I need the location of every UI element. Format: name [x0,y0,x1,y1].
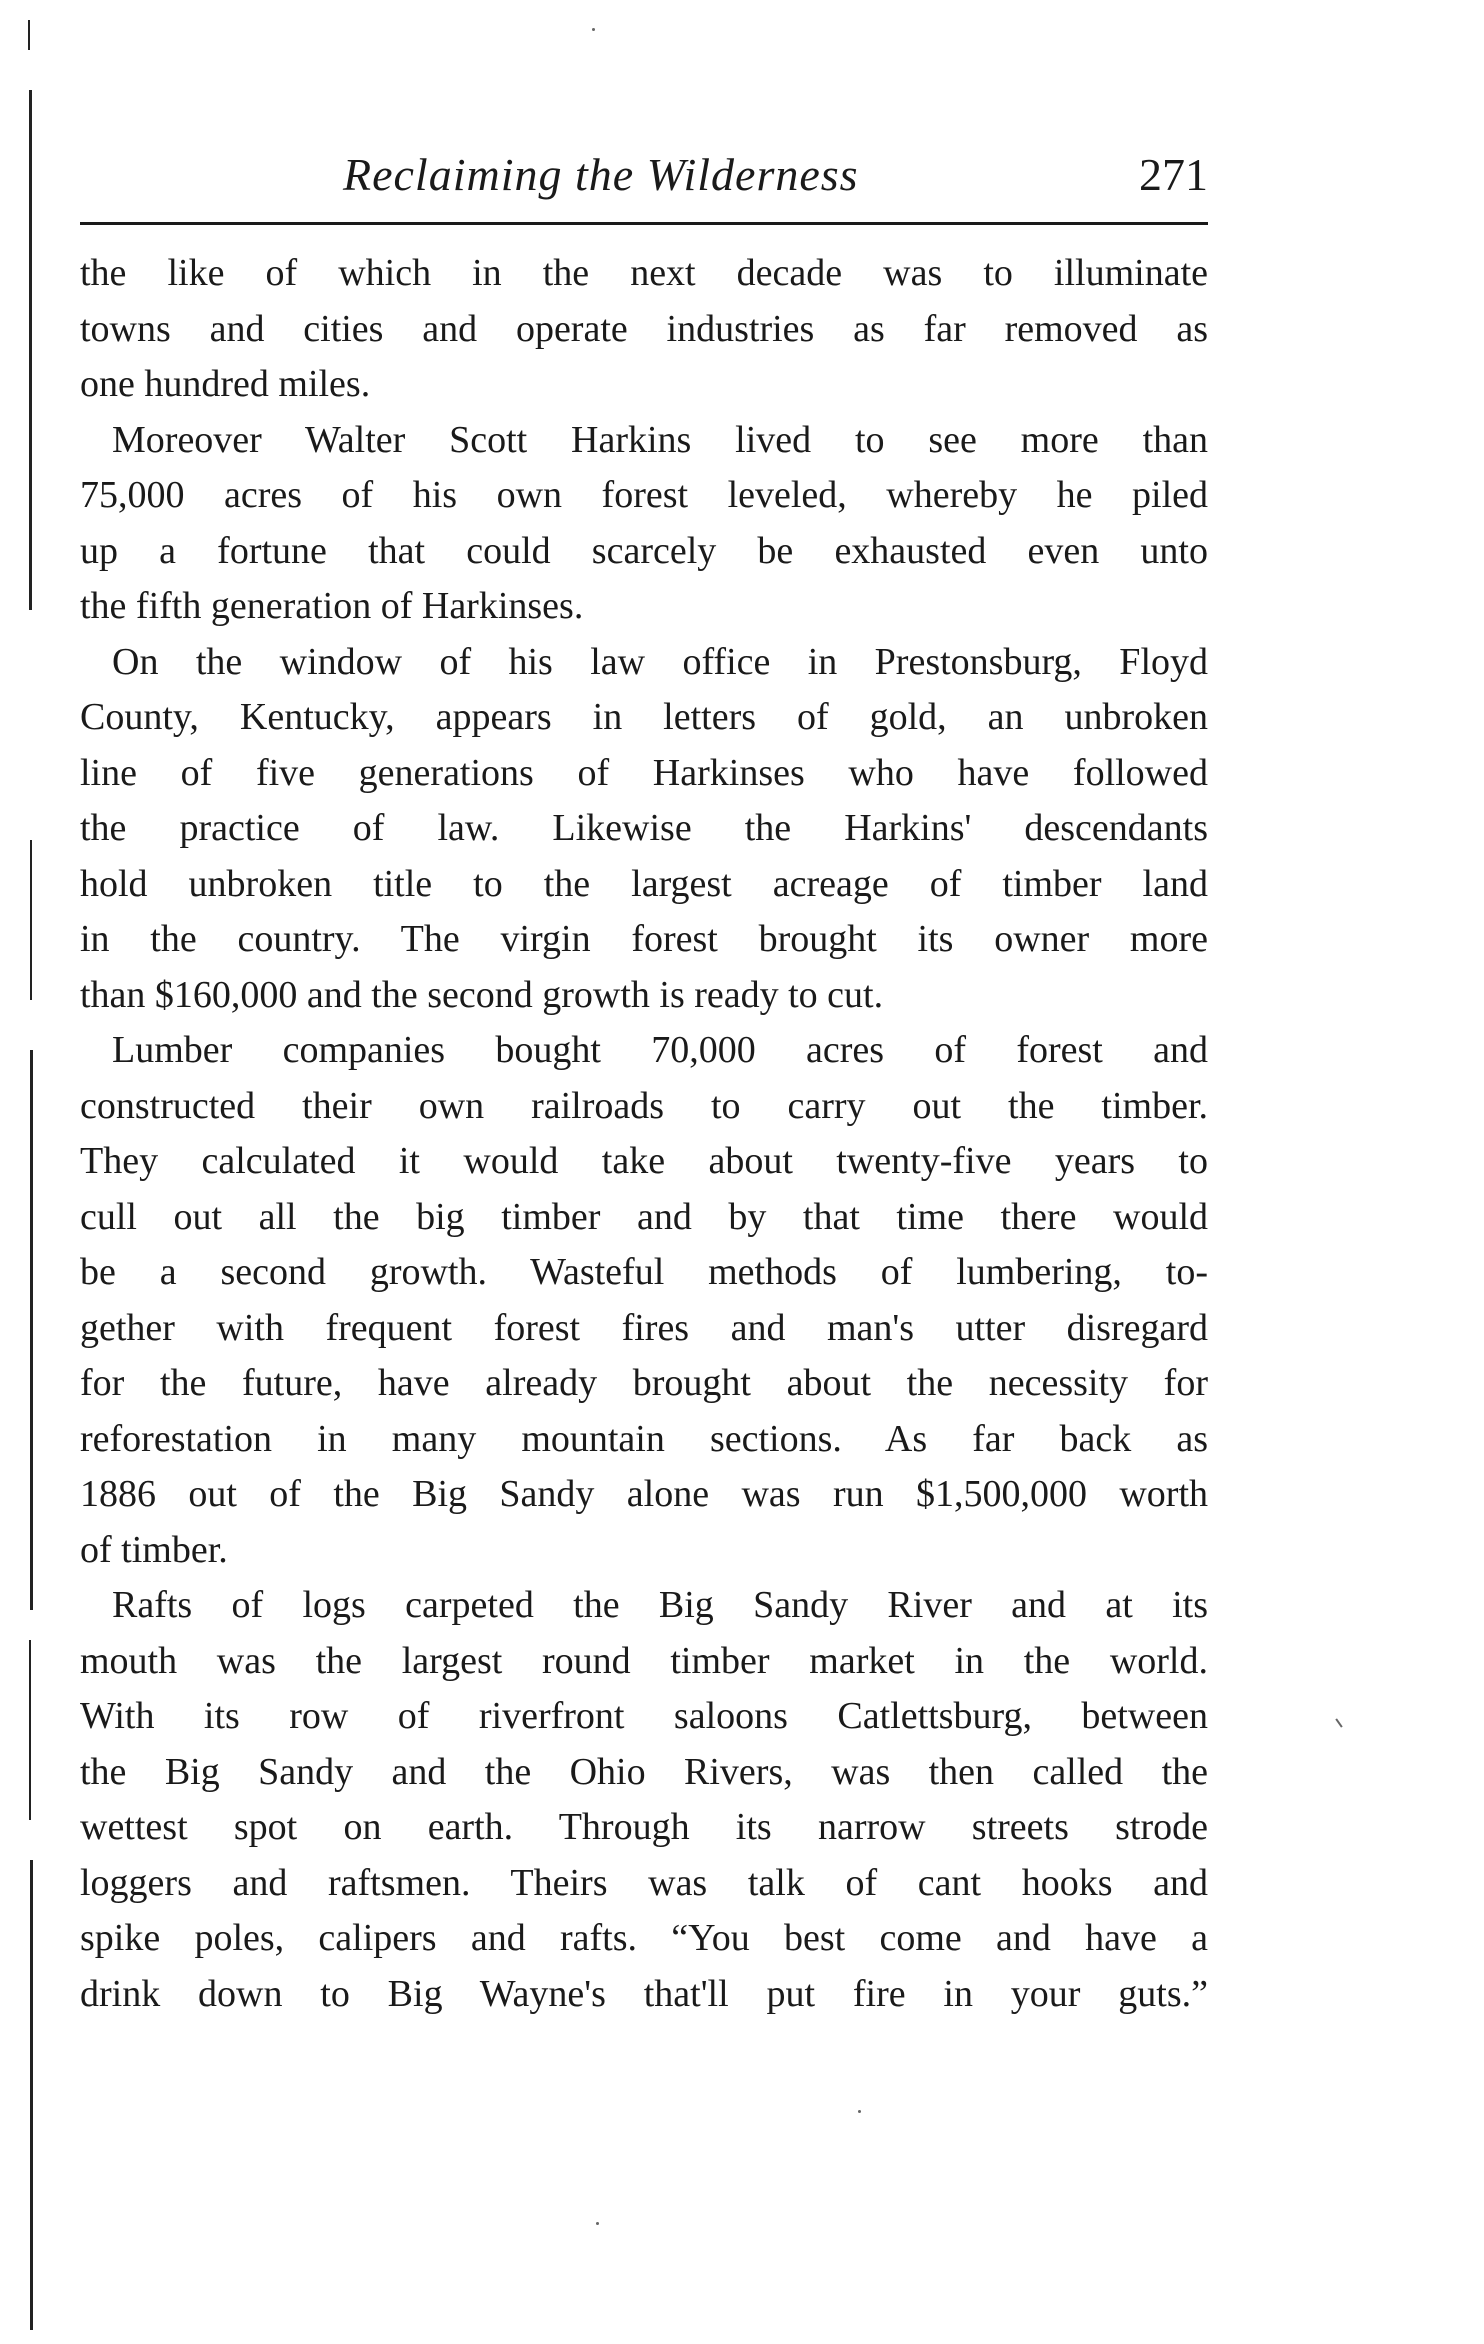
scan-speck [1335,1718,1342,1727]
body-text [80,246,1208,2022]
text-line: gether with frequent forest fires and man's utter disregard [80,1306,1208,1349]
text-line: drink down to Big Wayne's that'll put fire in your guts.” [80,1972,1208,2015]
scan-speck [592,28,595,31]
text-line: up a fortune that could scarcely be exhausted even unto [80,529,1208,572]
scan-edge-mark [30,1860,33,2330]
paragraph [80,635,1208,1024]
text-line: constructed their own railroads to carry out the timber. [80,1084,1208,1127]
text-line: line of five generations of Harkinses who have followed [80,751,1208,794]
scan-edge-mark [29,1640,31,1820]
scan-edge-mark [29,90,32,610]
page-header [80,140,1208,210]
text-line: the Big Sandy and the Ohio Rivers, was then called the [80,1750,1208,1793]
text-line: Lumber companies bought 70,000 acres of forest and [112,1029,1208,1071]
text-line: They calculated it would take about twenty-five years to [80,1140,1208,1182]
text-line: the practice of law. Likewise the Harkins' descendants [80,807,1208,849]
text-line: the like of which in the next decade was to illuminate [80,252,1208,294]
text-line: With its row of riverfront saloons Catlettsburg, between [80,1695,1208,1737]
running-title: Reclaiming the Wilderness [343,149,859,200]
text-line: reforestation in many mountain sections. As far back as [80,1417,1208,1460]
scan-edge-mark [30,840,32,1000]
paragraph [80,1578,1208,2022]
text-line: one hundred miles. [80,363,371,405]
text-line: in the country. The virgin forest brought its owner more [80,918,1208,960]
text-line: Moreover Walter Scott Harkins lived to see more than [112,418,1208,461]
scan-speck [596,2222,599,2225]
text-line: 1886 out of the Big Sandy alone was run $1,500,000 worth [80,1473,1208,1515]
text-line: mouth was the largest round timber market in the world. [80,1639,1208,1682]
page-number: 271 [1139,149,1208,200]
text-line: than $160,000 and the second growth is ready to cut. [80,973,884,1016]
text-line: On the window of his law office in Prestonsburg, Floyd [112,640,1208,683]
text-line: hold unbroken title to the largest acreage of timber land [80,862,1208,905]
text-line: spike poles, calipers and rafts. “You best come and have a [80,1917,1208,1959]
header-rule [80,222,1208,225]
scan-edge-mark [30,1050,33,1610]
text-line: be a second growth. Wasteful methods of lumbering, to- [80,1251,1208,1293]
text-line: for the future, have already brought about the necessity for [80,1362,1208,1404]
paragraph [80,1023,1208,1578]
text-line: of timber. [80,1528,228,1571]
text-line: 75,000 acres of his own forest leveled, whereby he piled [80,474,1208,516]
scan-edge-mark [28,20,30,50]
text-line: wettest spot on earth. Through its narrow streets strode [80,1806,1208,1848]
text-line: towns and cities and operate industries as far removed as [80,307,1208,350]
text-line: the fifth generation of Harkinses. [80,585,584,627]
text-line: loggers and raftsmen. Theirs was talk of cant hooks and [80,1861,1208,1904]
scan-speck [858,2110,861,2113]
text-line: Rafts of logs carpeted the Big Sandy River and at its [112,1584,1208,1626]
paragraph [80,246,1208,413]
text-line: cull out all the big timber and by that time there would [80,1195,1208,1238]
paragraph [80,413,1208,635]
text-line: County, Kentucky, appears in letters of gold, an unbroken [80,696,1208,738]
